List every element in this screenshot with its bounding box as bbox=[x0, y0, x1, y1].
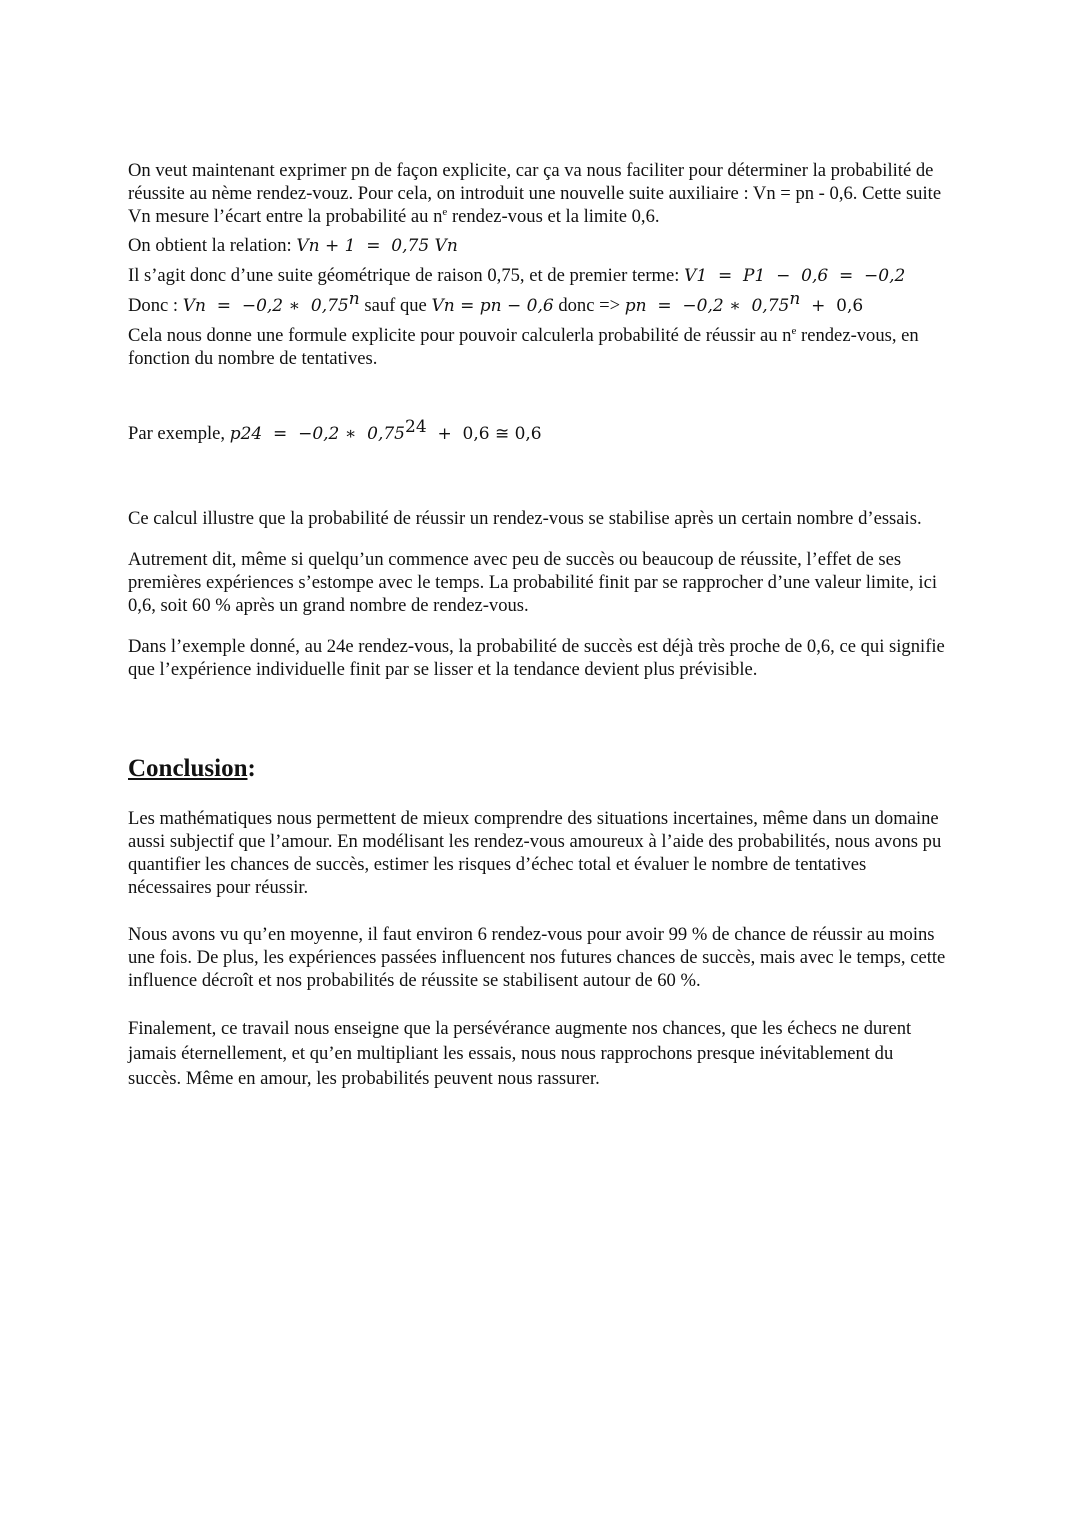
conclusion-paragraph-2: Nous avons vu qu’en moyenne, il faut environ 6 rendez-vous pour avoir 99 % de chance de réussir au moins une fois. De plus, les expériences passées influencent nos futures chances de succès, mais avec le temps, cette influence décroît et nos probabilités de réussite se stabilisent autour de 60 %. bbox=[128, 924, 946, 991]
relation-formula: Vn + 1 = 0,75 Vn bbox=[296, 236, 458, 256]
intro-tail: rendez-vous et la limite 0,6. bbox=[447, 206, 660, 227]
exemple-donne-paragraph: Dans l’exemple donné, au 24e rendez-vous, la probabilité de succès est déjà très proche de 0,6, ce qui signifie que l’expérience individuelle finit par se lisser et la tendance devient plus prévisible. bbox=[128, 636, 945, 680]
relation-label: On obtient la relation: bbox=[128, 235, 297, 256]
pn-formula-tail: + 0,6 bbox=[800, 296, 864, 316]
donc-arrow-text: donc => bbox=[553, 295, 625, 316]
geometric-line bbox=[128, 264, 946, 288]
example-label: Par exemple, bbox=[128, 423, 230, 444]
cela-paragraph bbox=[128, 324, 946, 370]
intro-text: On veut maintenant exprimer pn de façon explicite, car ça va nous faciliter pour déterminer la probabilité de réussite au nème rendez-vouz. Pour cela, on introduit une nouvelle suite auxiliaire : Vn = pn - 0,6. Cette suite Vn mesure l’écart entre la probabilité au n bbox=[128, 160, 942, 227]
calcul-paragraph: Ce calcul illustre que la probabilité de réussir un rendez-vous se stabilise après un certain nombre d’essais. bbox=[128, 508, 922, 529]
conclusion-heading bbox=[128, 754, 946, 784]
conclusion-colon: : bbox=[247, 755, 256, 782]
intro-superscript: e bbox=[442, 205, 448, 218]
autrement-paragraph: Autrement dit, même si quelqu’un commence avec peu de succès ou beaucoup de réussite, l’effet de ses premières expériences s’estompe avec le temps. La probabilité finit par se rapprocher d’une valeur limite, ici 0,6, soit 60 % après un grand nombre de rendez-vous. bbox=[128, 549, 938, 616]
donc-mid-text: sauf que bbox=[359, 295, 432, 316]
conclusion-paragraph-1: Les mathématiques nous permettent de mieux comprendre des situations incertaines, même dans un domaine aussi subjectif que l’amour. En modélisant les rendez-vous amoureux à l’aide des probabilités, nous avons pu quantifier les chances de succès, estimer les risques d’échec total et évaluer le nombre de tentatives nécessaires pour réussir. bbox=[128, 808, 942, 898]
cela-text: Cela nous donne une formule explicite pour pouvoir calculerla probabilité de réussir au n bbox=[128, 325, 792, 346]
geometric-formula: V1 = P1 − 0,6 = −0,2 bbox=[684, 266, 906, 286]
donc-line bbox=[128, 288, 946, 318]
geometric-label: Il s’agit donc d’une suite géométrique de raison 0,75, et de premier terme: bbox=[128, 265, 685, 286]
example-formula-tail: + 0,6 ≅ 0,6 bbox=[426, 424, 542, 444]
pn-exponent: n bbox=[789, 288, 801, 309]
intro-paragraph bbox=[128, 159, 946, 228]
vn-exponent: n bbox=[348, 288, 360, 309]
conclusion-paragraph-3: Finalement, ce travail nous enseigne que la persévérance augmente nos chances, que les échecs ne durent jamais éternellement, et qu’en multipliant les essais, nous nous rapprochons presque inévitablement du succès. Même en amour, les probabilités peuvent nous rassurer. bbox=[128, 1018, 912, 1089]
cela-tail: rendez-vous, en fonction du nombre de tentatives. bbox=[128, 325, 919, 369]
example-formula: p24 = −0,2 ∗ 0,75 bbox=[229, 424, 405, 444]
document-page bbox=[128, 159, 946, 1091]
conclusion-title: Conclusion bbox=[128, 755, 248, 782]
donc-label: Donc : bbox=[128, 295, 183, 316]
pn-formula: pn = −0,2 ∗ 0,75 bbox=[624, 296, 790, 316]
example-exponent: 24 bbox=[405, 416, 427, 437]
vn-formula: Vn = −0,2 ∗ 0,75 bbox=[182, 296, 349, 316]
example-line bbox=[128, 416, 946, 446]
relation-line bbox=[128, 234, 946, 258]
vn-definition: Vn = pn − 0,6 bbox=[431, 296, 554, 316]
cela-superscript: e bbox=[791, 324, 797, 337]
